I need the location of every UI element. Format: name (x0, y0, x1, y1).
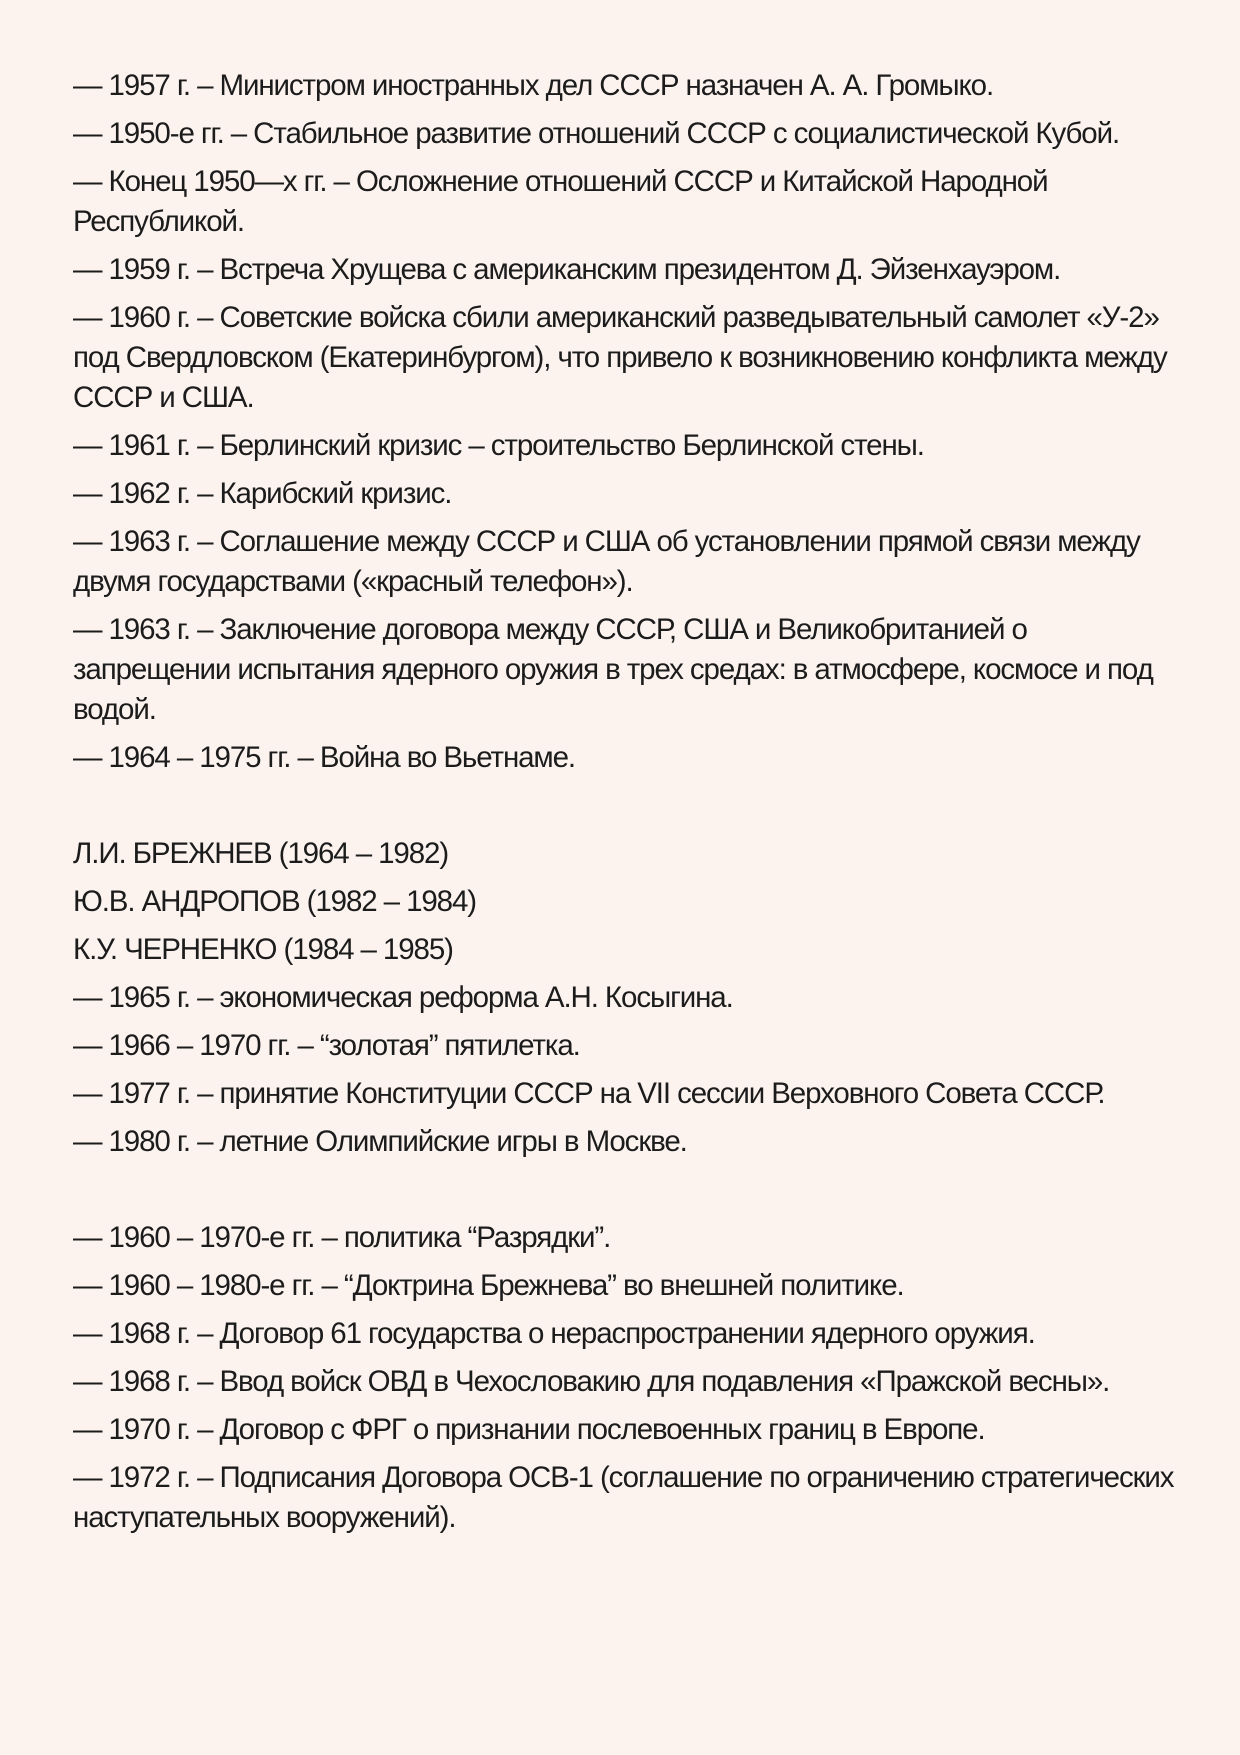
timeline-entry: — 1962 г. – Карибский кризис. (73, 477, 452, 510)
timeline-entry: — 1964 – 1975 гг. – Война во Вьетнаме. (73, 741, 576, 774)
timeline-entry: — 1968 г. – Ввод войск ОВД в Чехословакию для подавления «Пражской весны». (73, 1365, 1110, 1398)
timeline-entry: — Конец 1950—х гг. – Осложнение отношений СССР и Китайской Народной Республикой. (73, 165, 1048, 238)
timeline-section-foreign-policy (73, 1218, 1183, 1538)
leader-heading: Ю.В. АНДРОПОВ (1982 – 1984) (73, 885, 477, 918)
timeline-entry: — 1963 г. – Заключение договора между СССР, США и Великобританией о запрещении испытания ядерного оружия в трех средах: в атмосфере, космосе и под водой. (73, 613, 1153, 726)
timeline-section-leaders-domestic (73, 834, 1183, 1162)
section-spacer (73, 1170, 1183, 1218)
timeline-entry: — 1980 г. – летние Олимпийские игры в Москве. (73, 1125, 687, 1158)
timeline-entry: — 1977 г. – принятие Конституции СССР на VII сессии Верховного Совета СССР. (73, 1077, 1105, 1110)
timeline-entry: — 1960 – 1980-е гг. – “Доктрина Брежнева” во внешней политике. (73, 1269, 904, 1302)
timeline-entry: — 1965 г. – экономическая реформа А.Н. Косыгина. (73, 981, 733, 1014)
leader-heading: К.У. ЧЕРНЕНКО (1984 – 1985) (73, 933, 453, 966)
timeline-entry: — 1968 г. – Договор 61 государства о нераспространении ядерного оружия. (73, 1317, 1035, 1350)
leader-heading: Л.И. БРЕЖНЕВ (1964 – 1982) (73, 837, 449, 870)
timeline-entry: — 1961 г. – Берлинский кризис – строительство Берлинской стены. (73, 429, 924, 462)
timeline-entry: — 1963 г. – Соглашение между СССР и США об установлении прямой связи между двумя государствами («красный телефон»). (73, 525, 1140, 598)
timeline-entry: — 1959 г. – Встреча Хрущева с американским президентом Д. Эйзенхауэром. (73, 253, 1061, 286)
timeline-entry: — 1950-е гг. – Стабильное развитие отношений СССР с социалистической Кубой. (73, 117, 1120, 150)
timeline-entry: — 1960 г. – Советские войска сбили американский разведывательный самолет «У-2» под Свердловском (Екатеринбургом), что привело к возникновению конфликта между СССР и США. (73, 301, 1167, 414)
timeline-entry: — 1957 г. – Министром иностранных дел СССР назначен А. А. Громыко. (73, 69, 994, 102)
document-page (73, 66, 1183, 1546)
section-spacer (73, 786, 1183, 834)
timeline-entry: — 1972 г. – Подписания Договора ОСВ-1 (соглашение по ограничению стратегических наступательных вооружений). (73, 1461, 1174, 1534)
timeline-entry: — 1960 – 1970-е гг. – политика “Разрядки”. (73, 1221, 611, 1254)
timeline-entry: — 1970 г. – Договор с ФРГ о признании послевоенных границ в Европе. (73, 1413, 985, 1446)
timeline-section-khrushchev-foreign-policy (73, 66, 1183, 778)
timeline-entry: — 1966 – 1970 гг. – “золотая” пятилетка. (73, 1029, 580, 1062)
